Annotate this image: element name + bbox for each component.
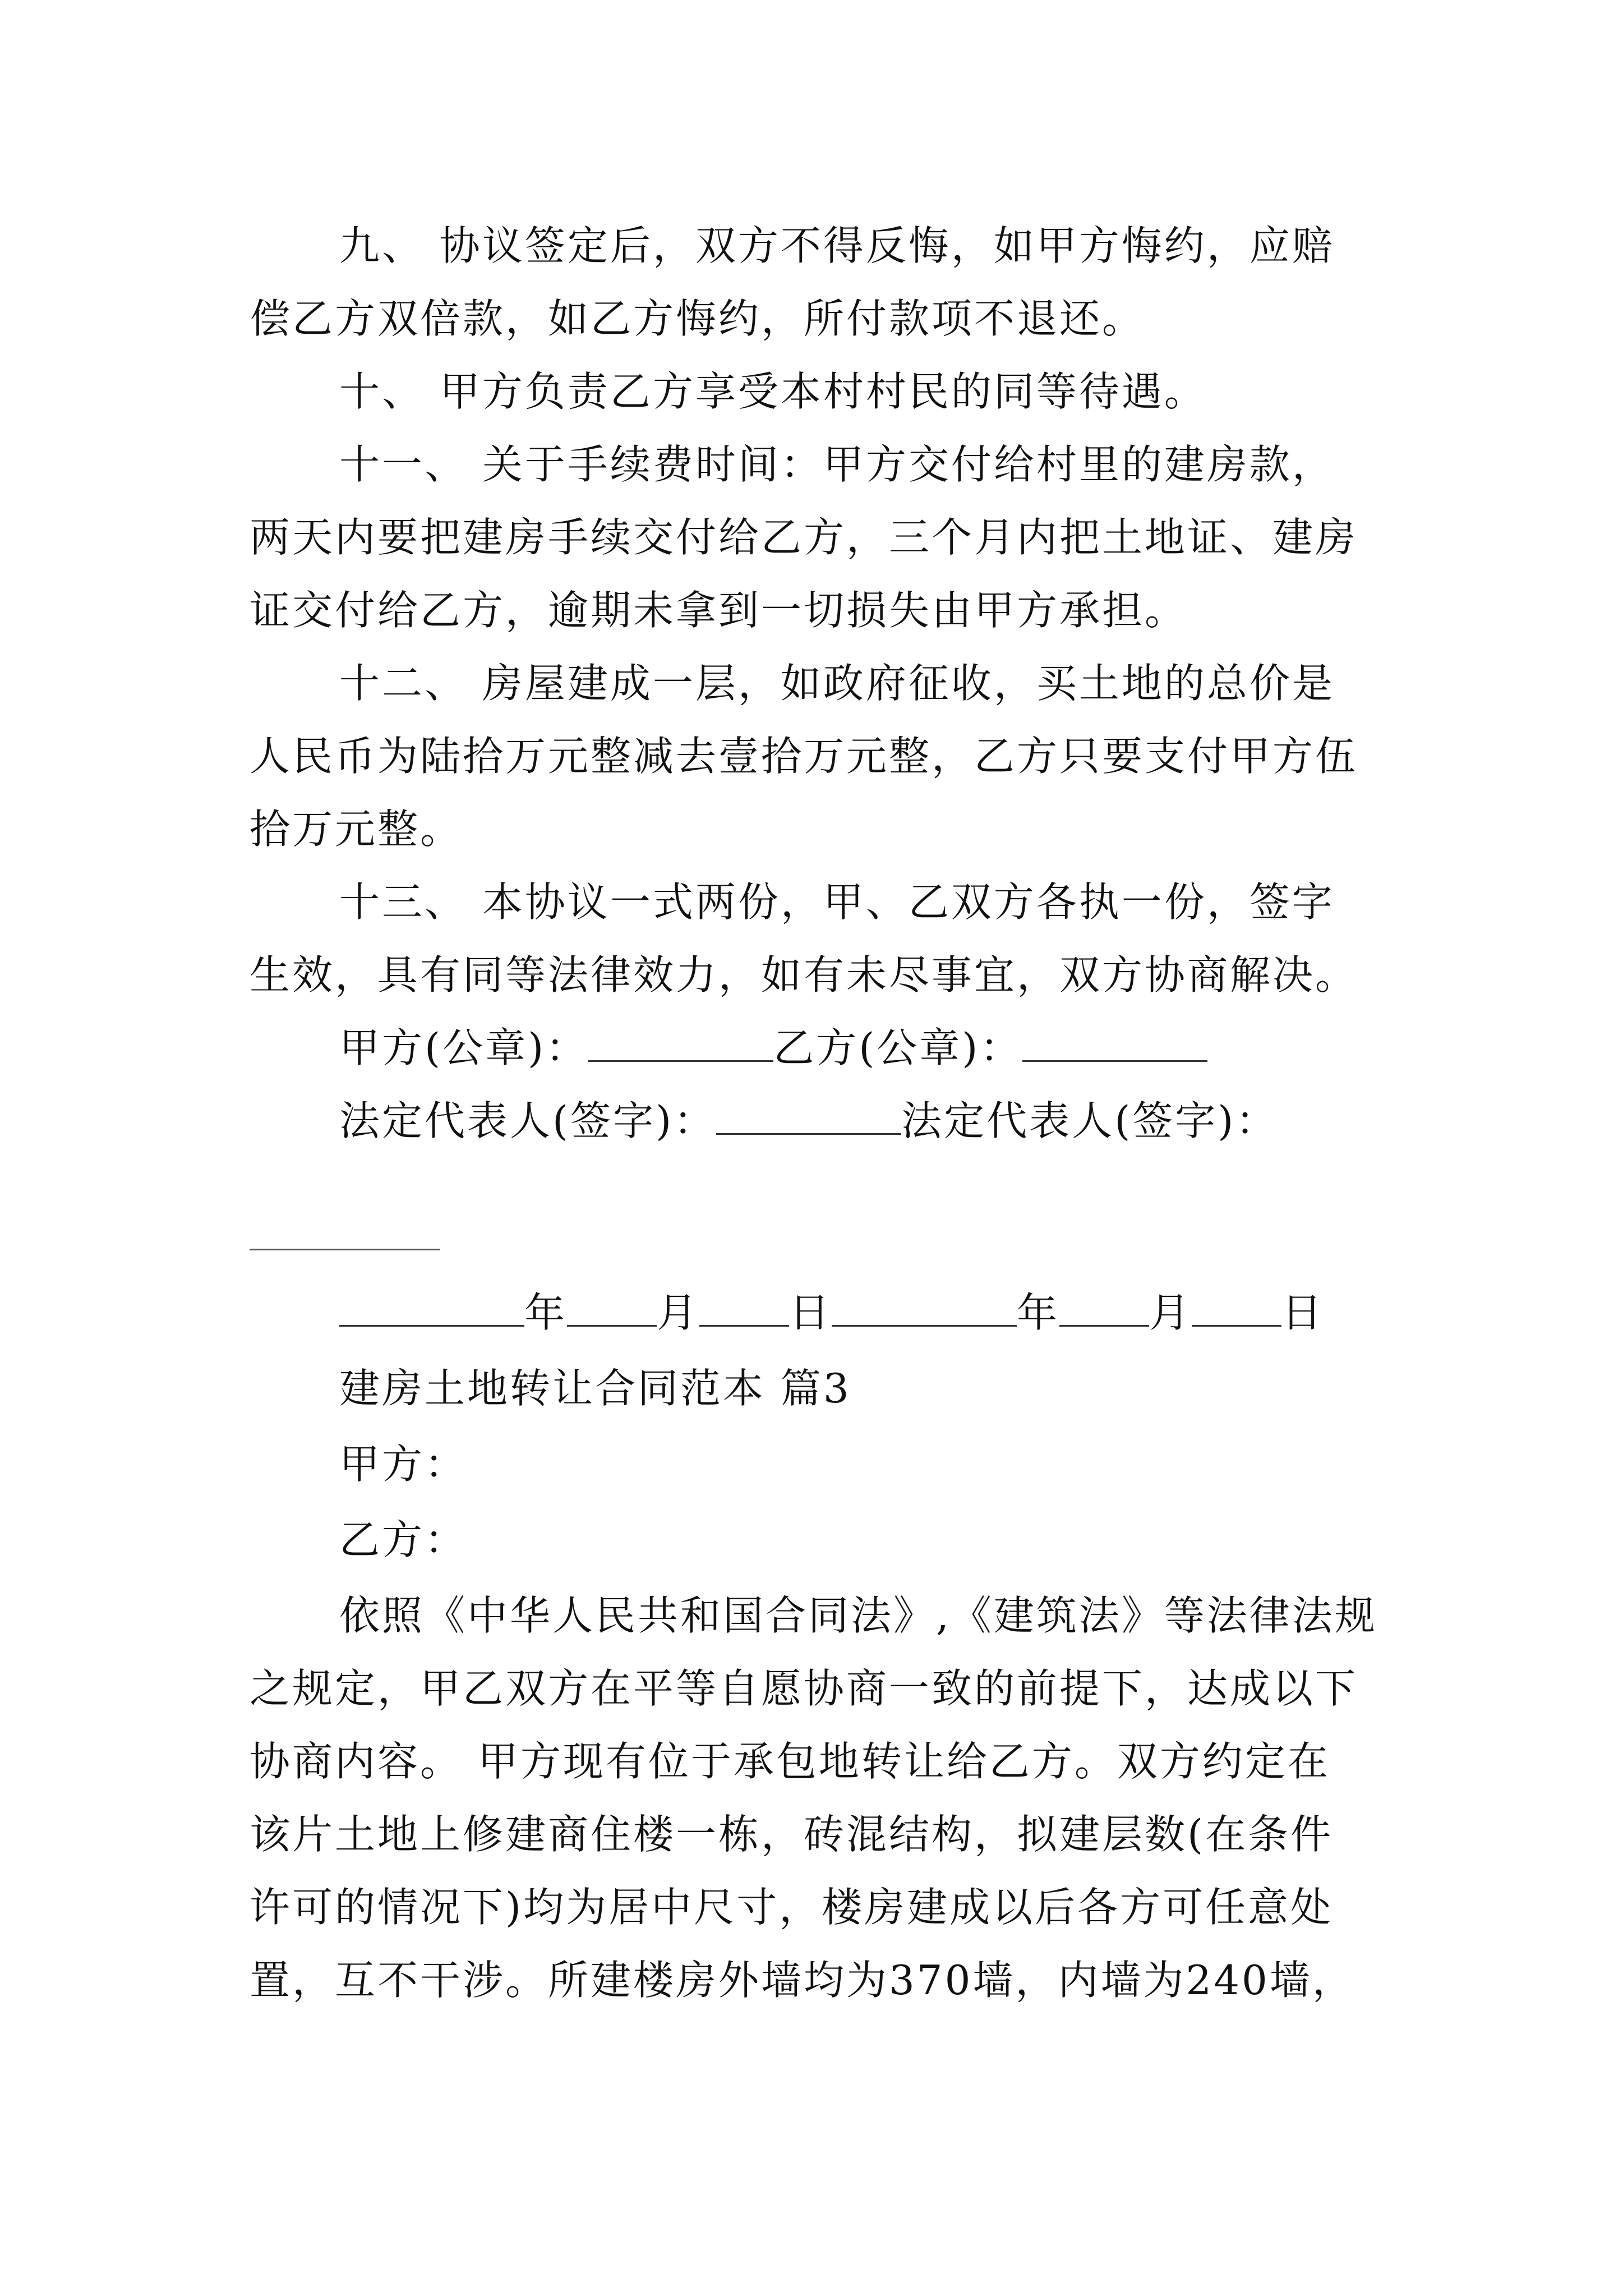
date-b-year: 年 — [1017, 1289, 1060, 1336]
party-b-seal-blank — [1022, 1020, 1207, 1062]
clause-13-line-1: 十三、 本协议一式两份，甲、乙双方各执一份，签字 — [339, 878, 1335, 926]
seal-line — [339, 1020, 1483, 1076]
date-a-month-blank — [567, 1285, 657, 1327]
date-a-year-blank — [339, 1285, 524, 1327]
party-a-seal-label: 甲方(公章)： — [339, 1024, 589, 1071]
date-b-year-blank — [832, 1285, 1017, 1327]
date-a-day-blank — [699, 1285, 789, 1327]
body-line-3: 协商内容。 甲方现有位于承包地转让给乙方。双方约定在 — [250, 1738, 1330, 1785]
clause-12-line-3: 拾万元整。 — [250, 806, 463, 853]
clause-13-line-2: 生效，具有同等法律效力，如有未尽事宜，双方协商解决。 — [250, 951, 1358, 999]
date-b-day-blank — [1192, 1285, 1281, 1327]
clause-11-line-1: 十一、 关于手续费时间：甲方交付给村里的建房款， — [339, 441, 1335, 488]
clause-12-line-1: 十二、 房屋建成一层，如政府征收，买土地的总价是 — [339, 660, 1335, 707]
date-a-month: 月 — [657, 1289, 700, 1336]
date-b-month-blank — [1059, 1285, 1149, 1327]
clause-11-line-3: 证交付给乙方，逾期未拿到一切损失由甲方承担。 — [250, 587, 1188, 634]
clause-9-line-2: 偿乙方双倍款，如乙方悔约，所付款项不退还。 — [250, 295, 1145, 342]
body-line-1: 依照《中华人民共和国合同法》,《建筑法》等法律法规 — [339, 1592, 1377, 1639]
party-a-line: 甲方： — [339, 1441, 468, 1488]
date-a-year: 年 — [524, 1289, 568, 1336]
clause-12-line-2: 人民币为陆拾万元整减去壹拾万元整，乙方只要支付甲方伍 — [250, 733, 1358, 780]
rep-a-label: 法定代表人(签字)： — [339, 1097, 717, 1144]
section-title: 建房土地转让合同范本 篇3 — [339, 1365, 851, 1412]
party-a-seal-blank — [588, 1020, 773, 1062]
representative-line — [339, 1093, 1483, 1149]
date-b-month: 月 — [1149, 1289, 1192, 1336]
party-b-seal-label: 乙方(公章)： — [773, 1024, 1023, 1071]
rep-a-blank — [716, 1093, 901, 1135]
rep-b-label: 法定代表人(签字)： — [901, 1097, 1279, 1144]
clause-9-line-1: 九、 协议签定后，双方不得反悔，如甲方悔约，应赔 — [339, 222, 1335, 269]
date-b-day: 日 — [1281, 1289, 1325, 1336]
clause-11-line-2: 两天内要把建房手续交付给乙方，三个月内把土地证、建房 — [250, 514, 1358, 561]
date-line — [339, 1285, 1483, 1341]
rep-b-blank — [250, 1249, 440, 1250]
body-line-4: 该片土地上修建商住楼一栋，砖混结构，拟建层数(在条件 — [250, 1811, 1334, 1858]
clause-10: 十、 甲方负责乙方享受本村村民的同等待遇。 — [339, 368, 1207, 415]
body-line-2: 之规定，甲乙双方在平等自愿协商一致的前提下，达成以下 — [250, 1665, 1358, 1712]
body-line-5: 许可的情况下)均为居中尺寸，楼房建成以后各方可任意处 — [250, 1884, 1334, 1931]
date-a-day: 日 — [789, 1289, 832, 1336]
body-line-6: 置，互不干涉。所建楼房外墙均为370墙，内墙为240墙， — [250, 1957, 1355, 2004]
party-b-line: 乙方： — [339, 1516, 468, 1563]
